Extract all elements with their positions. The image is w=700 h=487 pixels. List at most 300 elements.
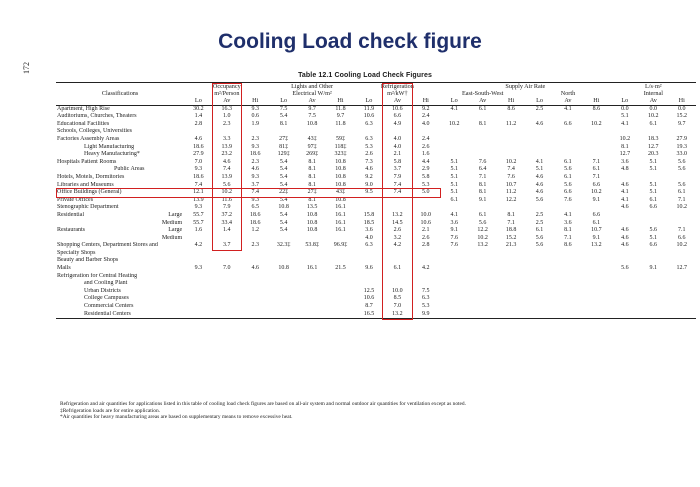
row-classification [56, 105, 184, 113]
table-cell [639, 220, 667, 228]
table-cell [241, 303, 269, 311]
row-label: Refrigeration for Central Heating [57, 272, 138, 279]
table-cell: 11.8 [335, 105, 346, 112]
table-cell: 10.8 [306, 227, 318, 234]
header-av: Av [298, 97, 326, 105]
table-cell [326, 288, 354, 296]
table-cell: 18.6 [249, 211, 261, 218]
table-cell: 10.0 [420, 211, 432, 218]
table-cell: 5.1 [450, 166, 458, 173]
table-cell: 7.5 [422, 287, 430, 294]
table-row [56, 212, 696, 220]
table-cell [213, 295, 241, 303]
table-cell: 2.8 [422, 242, 430, 249]
table-cell: 5.4 [279, 211, 288, 218]
table-cell: 7.1 [564, 234, 572, 241]
table-cell: 118‡ [334, 143, 347, 150]
header-lo: Lo [184, 97, 212, 105]
table-cell [582, 311, 610, 319]
table-cell: 6.3 [422, 295, 430, 302]
footnote: Refrigeration and air quantities for applications listed in this table of cooling load check figures are based on all-air system and normal outdoor air quantities for ventilation except as noted. [60, 401, 466, 407]
table-cell [525, 303, 553, 311]
table-cell [326, 250, 354, 258]
table-cell [639, 295, 667, 303]
table-cell: 0.0 [677, 105, 686, 112]
table-cell: 8.6 [564, 242, 572, 249]
table-cell [611, 250, 639, 258]
table-cell [667, 280, 696, 288]
table-cell: 55.7 [193, 211, 204, 218]
header-hi: Hi [241, 97, 269, 105]
table-cell [412, 197, 440, 205]
table-cell [525, 128, 553, 136]
table-cell: 81‡ [279, 143, 289, 150]
table-cell: 8.6 [507, 105, 515, 112]
table-cell: 6.6 [564, 189, 572, 196]
table-cell: 13.9 [221, 173, 233, 180]
table-row [56, 242, 696, 250]
table-cell: 7.5 [308, 113, 316, 120]
table-cell [269, 311, 297, 319]
table-cell: 2.6 [422, 234, 430, 241]
table-cell: 4.6 [535, 173, 544, 180]
header-av: Av [639, 97, 667, 105]
cooling-load-table [56, 82, 696, 319]
table-cell: 4.6 [251, 166, 259, 173]
table-cell [355, 204, 383, 212]
row-classification [56, 174, 184, 182]
table-row [56, 257, 696, 265]
header-occupancy: Occupancy [184, 83, 269, 91]
header-refrigeration: Refrigeration [355, 83, 440, 91]
table-cell [213, 273, 241, 281]
table-cell [525, 273, 553, 281]
table-cell: 7.6 [507, 173, 515, 180]
row-label: Public Areas [114, 166, 145, 173]
table-cell: 7.1 [677, 227, 686, 234]
table-cell [554, 136, 582, 144]
row-sublabel: Medium [161, 234, 183, 241]
table-cell [639, 280, 667, 288]
table-cell [298, 128, 326, 136]
table-cell: 5.6 [535, 196, 544, 203]
table-cell: 13.9 [221, 143, 233, 150]
occupancy-av-highlight [212, 83, 242, 251]
row-label: Malls [57, 265, 71, 272]
table-row [56, 113, 696, 121]
row-classification [56, 212, 184, 220]
header-lo: Lo [269, 97, 297, 105]
header-lo: Lo [611, 97, 639, 105]
table-cell: 129‡ [277, 151, 290, 158]
header-ls: L/s·m² [611, 83, 696, 91]
table-cell: 8.6 [592, 105, 601, 112]
table-cell: 5.4 [279, 113, 288, 120]
table-cell: 23.2 [221, 151, 233, 158]
row-label: Auditoriums, Churches, Theaters [57, 113, 137, 120]
table-cell [468, 311, 496, 319]
table-cell: 12.5 [363, 287, 375, 294]
table-cell: 9.3 [251, 143, 259, 150]
table-cell [525, 311, 553, 319]
table-cell: 6.1 [592, 166, 601, 173]
table-cell [554, 257, 582, 265]
table-cell: 6.6 [649, 204, 657, 211]
row-label: Residential Centers [84, 310, 131, 317]
table-cell: 7.9 [393, 173, 402, 180]
table-cell [582, 295, 610, 303]
table-cell: 27.9 [193, 151, 204, 158]
header-lo: Lo [525, 97, 553, 105]
table-cell [412, 204, 440, 212]
table-cell [184, 250, 212, 258]
table-cell: 10.8 [278, 265, 289, 272]
row-classification [56, 166, 184, 174]
table-cell: 10.2 [619, 135, 631, 142]
table-cell: 4.6 [365, 166, 373, 173]
table-cell: 6.6 [592, 211, 601, 218]
table-cell: 16.1 [335, 227, 346, 234]
table-cell: 10.2 [221, 189, 233, 196]
table-cell [582, 113, 610, 121]
table-cell: 5.6 [677, 166, 686, 173]
table-cell: 4.6 [621, 204, 629, 211]
table-row [56, 105, 696, 113]
table-cell: 7.1 [592, 173, 601, 180]
table-cell [412, 250, 440, 258]
row-label: Commercial Centers [84, 303, 134, 310]
row-classification [56, 311, 184, 319]
table-cell: 4.9 [393, 120, 402, 127]
header-hi: Hi [667, 97, 696, 105]
table-cell: 1.6 [194, 227, 203, 234]
table-cell: 4.1 [450, 105, 458, 112]
table-cell [241, 257, 269, 265]
table-cell: 8.1 [308, 196, 316, 203]
table-cell: 2.3 [251, 135, 259, 142]
table-cell: 5.6 [649, 227, 657, 234]
table-cell: 6.3 [365, 135, 373, 142]
table-cell [497, 288, 525, 296]
table-cell: 9.1 [592, 196, 601, 203]
table-cell: 6.1 [478, 211, 487, 218]
table-cell: 10.8 [335, 158, 346, 165]
row-classification [56, 257, 184, 265]
table-cell [440, 204, 468, 212]
table-cell: 6.1 [649, 196, 657, 203]
table-cell: 4.6 [194, 135, 203, 142]
table-cell [213, 288, 241, 296]
table-cell: 11.9 [363, 105, 375, 112]
header-occupancy-unit: m²/Person [214, 90, 240, 97]
table-cell: 8.1 [308, 158, 316, 165]
table-cell [269, 295, 297, 303]
table-cell: 9.3 [251, 105, 259, 112]
table-cell: 5.1 [450, 173, 458, 180]
table-cell: 4.1 [450, 211, 458, 218]
table-cell [440, 265, 468, 273]
header-av: Av [468, 97, 496, 105]
row-label: Factories Assembly Areas [57, 135, 120, 142]
table-cell: 2.9 [422, 166, 430, 173]
table-cell [667, 273, 696, 281]
row-label: Hotels, Motels, Dormitories [57, 173, 125, 180]
table-cell [554, 128, 582, 136]
table-cell: 53.8‡ [305, 242, 319, 249]
table-cell [468, 128, 496, 136]
row-label: Urban Districts [84, 287, 121, 294]
table-cell: 7.4 [393, 189, 402, 196]
table-cell: 7.4 [223, 166, 231, 173]
table-cell: 10.2 [448, 120, 460, 127]
table-cell: 9.3 [251, 196, 259, 203]
table-cell [582, 204, 610, 212]
row-label: Heavy Manufacturing* [84, 151, 140, 158]
table-cell [326, 280, 354, 288]
table-cell: 7.6 [478, 158, 487, 165]
row-classification [56, 197, 184, 205]
table-cell [298, 250, 326, 258]
table-cell: 4.0 [393, 135, 402, 142]
table-cell: 2.4 [422, 113, 430, 120]
table-cell: 7.6 [450, 242, 458, 249]
table-cell: 3.6 [621, 158, 629, 165]
table-row [56, 280, 696, 288]
table-cell: 0.0 [649, 105, 657, 112]
table-cell: 8.5 [393, 295, 402, 302]
table-cell [525, 144, 553, 152]
table-cell [298, 273, 326, 281]
table-cell [355, 257, 383, 265]
table-cell: 16.5 [355, 311, 383, 319]
table-cell [468, 144, 496, 152]
table-cell: 4.6 [535, 181, 544, 188]
table-cell: 4.1 [564, 105, 572, 112]
table-cell: 6.1 [450, 196, 458, 203]
table-cell [554, 265, 582, 273]
table-cell [525, 250, 553, 258]
table-cell: 4.0 [393, 143, 402, 150]
row-classification [56, 250, 184, 258]
table-cell: 2.1 [393, 151, 402, 158]
table-cell [525, 295, 553, 303]
table-cell [611, 288, 639, 296]
table-cell [468, 280, 496, 288]
table-cell [582, 151, 610, 159]
table-cell [184, 303, 212, 311]
table-cell [468, 113, 496, 121]
row-sublabel: Large [168, 227, 183, 234]
table-cell [184, 280, 212, 288]
table-cell: 7.3 [365, 158, 373, 165]
table-cell: 1.4 [223, 227, 231, 234]
table-cell: 10.8 [306, 211, 318, 218]
table-cell: 5.1 [649, 189, 657, 196]
table-row [56, 288, 696, 296]
row-classification [56, 265, 184, 273]
table-cell: 5.3 [365, 143, 373, 150]
table-cell [497, 265, 525, 273]
table-cell: 10.8 [278, 204, 289, 211]
table-cell: 32.3‡ [276, 242, 291, 249]
table-cell [468, 295, 496, 303]
table-cell [525, 257, 553, 265]
table-cell: 10.8 [335, 196, 346, 203]
row-label: Light Manufacturing [84, 143, 135, 150]
table-cell [667, 257, 696, 265]
table-row [56, 273, 696, 281]
table-cell: 4.6 [621, 242, 629, 249]
row-classification [56, 295, 184, 303]
table-cell [213, 303, 241, 311]
table-cell [440, 151, 468, 159]
table-cell: 6.3 [365, 120, 373, 127]
table-cell: 18.6 [193, 143, 204, 150]
table-cell [582, 288, 610, 296]
table-cell: 8.7 [365, 303, 373, 310]
table-cell [184, 295, 212, 303]
row-classification [56, 303, 184, 311]
row-classification [56, 227, 184, 235]
table-cell: 5.1 [621, 113, 629, 120]
table-row [56, 295, 696, 303]
table-cell [184, 257, 212, 265]
table-cell: 96.9‡ [333, 242, 348, 249]
table-cell: 6.4 [478, 166, 487, 173]
table-cell: 7.0 [194, 158, 203, 165]
table-cell: 10.7 [505, 181, 517, 188]
table-cell: 10.8 [306, 219, 318, 226]
table-cell [497, 144, 525, 152]
table-row [56, 197, 696, 205]
table-cell: 2.3 [223, 120, 231, 127]
table-cell: 2.4 [422, 135, 430, 142]
table-cell: 10.7 [591, 227, 602, 234]
table-cell: 7.6 [450, 234, 458, 241]
table-row [56, 151, 696, 159]
table-cell: 5.4 [279, 227, 288, 234]
table-cell [269, 288, 297, 296]
table-cell: 11.8 [335, 120, 346, 127]
table-cell: 4.6 [621, 227, 629, 234]
table-cell [355, 280, 383, 288]
table-cell: 6.3 [365, 242, 373, 249]
row-classification [56, 242, 184, 250]
table-cell: 7.6 [564, 196, 572, 203]
table-cell: 16.1 [335, 219, 346, 226]
table-cell [269, 303, 297, 311]
header-north: North [560, 90, 576, 97]
table-cell: 22‡ [279, 189, 289, 196]
table-cell: 10.6 [363, 295, 375, 302]
table-cell [497, 136, 525, 144]
row-label: Libraries and Museums [57, 181, 114, 188]
row-classification [56, 220, 184, 228]
table-cell [440, 136, 468, 144]
table-cell: 2.3 [251, 242, 259, 249]
table-cell: 5.0 [422, 189, 430, 196]
table-cell [326, 273, 354, 281]
table-cell: 6.1 [649, 120, 657, 127]
table-cell [184, 128, 212, 136]
header-av: Av [383, 97, 411, 105]
table-cell [554, 144, 582, 152]
table-cell: 3.7 [251, 181, 259, 188]
table-cell [525, 280, 553, 288]
table-cell: 43‡ [307, 135, 317, 142]
table-cell [440, 295, 468, 303]
table-cell [497, 303, 525, 311]
table-cell [582, 265, 610, 273]
table-cell [213, 311, 241, 319]
table-row [56, 303, 696, 311]
header-internal: Internal [643, 90, 663, 97]
table-cell [298, 280, 326, 288]
row-label: Shopping Centers, Department Stores and [57, 242, 158, 249]
table-cell: 18.6 [249, 151, 261, 158]
table-cell: 10.2 [591, 120, 602, 127]
table-cell: 14.5 [392, 219, 403, 226]
table-cell: 0.6 [251, 113, 259, 120]
table-cell: 4.6 [223, 158, 231, 165]
table-cell: 5.4 [279, 196, 288, 203]
table-cell: 5.6 [564, 166, 572, 173]
lo-av-hi-header-row [56, 97, 696, 105]
table-cell: 30.2 [193, 105, 204, 112]
row-classification [56, 159, 184, 167]
table-cell [639, 128, 667, 136]
table-row [56, 227, 696, 235]
table-cell: 7.4 [251, 189, 259, 196]
table-cell: 6.6 [649, 242, 657, 249]
table-cell [269, 250, 297, 258]
table-cell: 97‡ [307, 143, 317, 150]
table-cell: 9.3 [194, 204, 203, 211]
table-cell [326, 128, 354, 136]
table-cell: 5.6 [677, 158, 686, 165]
table-cell: 18.5 [363, 219, 375, 226]
table-cell [611, 128, 639, 136]
table-cell: 19.3 [676, 143, 687, 150]
table-cell: 6.6 [564, 120, 572, 127]
header-classifications: Classifications [101, 90, 139, 97]
table-cell: 9.1 [592, 234, 601, 241]
table-cell [355, 273, 383, 281]
table-cell: 5.1 [450, 189, 458, 196]
table-cell [611, 303, 639, 311]
table-cell: 3.6 [450, 219, 458, 226]
table-cell [440, 250, 468, 258]
table-cell [440, 113, 468, 121]
table-row [56, 159, 696, 167]
table-cell: 10.8 [335, 166, 346, 173]
table-cell: 6.1 [564, 173, 572, 180]
table-cell [497, 295, 525, 303]
table-cell: 13.2 [591, 242, 602, 249]
table-cell [241, 235, 269, 243]
table-cell: 6.6 [393, 113, 402, 120]
header-lo: Lo [355, 97, 383, 105]
table-cell [269, 235, 297, 243]
table-row [56, 128, 696, 136]
table-cell: 4.2 [194, 242, 203, 249]
table-cell [355, 128, 383, 136]
table-cell [326, 303, 354, 311]
table-cell [184, 311, 212, 319]
table-cell [639, 174, 667, 182]
row-classification [56, 204, 184, 212]
row-label: Residential [57, 211, 84, 218]
